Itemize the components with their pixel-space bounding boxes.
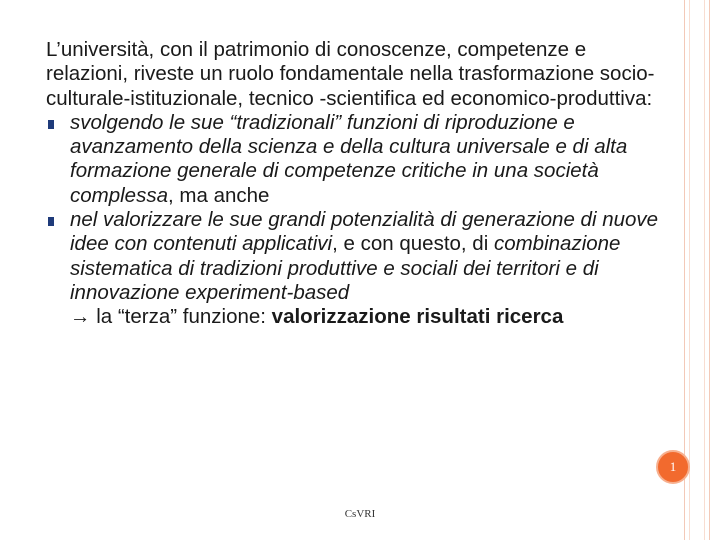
bullet-square-icon: [48, 217, 54, 226]
bullet-item-1: [46, 111, 666, 208]
third-function-label: → la “terza” funzione:: [70, 305, 272, 329]
footer-text: CsVRI: [344, 508, 376, 520]
third-function-line: [46, 305, 666, 329]
bullet-2-italic-text-b: combinazione sistematica di tradizioni produttive e sociali dei territori e di innovazione experiment-based: [70, 232, 621, 304]
bullet-item-2: [46, 208, 666, 305]
bullet-1-italic-text: svolgendo le sue “tradizionali” funzioni di riproduzione e avanzamento della scienza e della cultura universale e di alta formazione generale di competenze critiche in una società complessa: [70, 110, 628, 207]
third-function-bold: valorizzazione risultati ricerca: [271, 305, 564, 329]
bullet-2-italic-text-a: nel valorizzare le sue grandi potenzialità di generazione di nuove idee con contenuti applicativi: [70, 208, 659, 256]
bullet-1-text: , ma anche: [168, 183, 270, 207]
slide-body: [46, 38, 666, 330]
bullet-2-text: , e con questo, di: [332, 232, 494, 256]
bullet-square-icon: [48, 120, 54, 129]
intro-paragraph: L’università, con il patrimonio di conoscenze, competenze e relazioni, riveste un ruolo fondamentale nella trasformazione socio-culturale-istituzionale, tecnico -scientifica ed economico-produttiva:: [46, 38, 655, 110]
page-number-badge: 1: [656, 450, 690, 484]
